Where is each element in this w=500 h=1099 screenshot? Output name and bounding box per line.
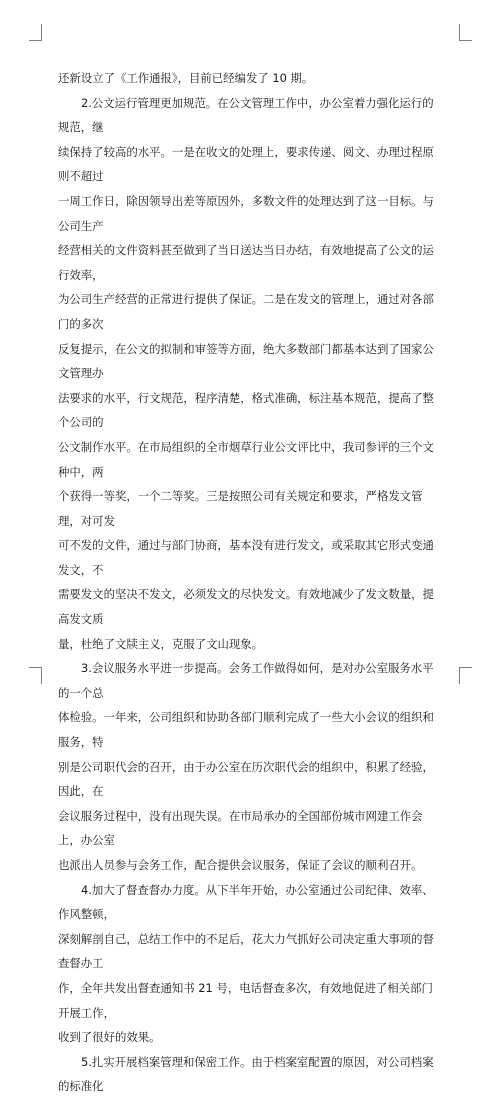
text-line: 反复提示，在公文的拟制和审签等方面，绝大多数部门都基本达到了国家公文管理办 <box>58 341 434 381</box>
text-line: 续保持了较高的水平。一是在收文的处理上，要求传递、阅文、办理过程原则不超过 <box>58 144 434 184</box>
crop-mark-top-right <box>459 24 472 41</box>
text-line: 量，杜绝了文牍主义，克服了文山现象。 <box>58 636 264 651</box>
text-line: 为公司生产经营的正常进行提供了保证。二是在发文的管理上，通过对各部门的多次 <box>58 292 434 331</box>
text-line: 还新设立了《工作通报》，目前已经编发了 10 期。 <box>58 71 314 85</box>
crop-mark-bottom-left <box>29 667 42 684</box>
crop-mark-bottom-right <box>459 667 472 684</box>
crop-mark-top-left <box>29 24 42 41</box>
document-body <box>58 66 442 1099</box>
text-line: 会议服务过程中，没有出现失误。在市局承办的全国部份城市网建工作会上，办公室 <box>58 808 423 848</box>
text-line: 体检验。一年来，公司组织和协助各部门顺利完成了一些大小会议的组织和服务，特 <box>58 710 434 750</box>
text-line: 经营相关的文件资料甚至做到了当日送达当日办结，有效地提高了公文的运行效率， <box>58 243 434 282</box>
text-line: 收到了很好的效果。 <box>58 1030 161 1045</box>
text-line: 公文制作水平。在市局组织的全市烟草行业公文评比中，我司参评的三个文种中，两 <box>58 439 434 479</box>
text-line: 也派出人员参与会务工作，配合提供会议服务，保证了会议的顺利召开。 <box>58 858 423 872</box>
text-line: 个获得一等奖，一个二等奖。三是按照公司有关规定和要求，严格发文管理，对可发 <box>58 489 423 528</box>
text-line: 作，全年共发出督查通知书 21 号，电话督查多次，有效地促进了相关部门开展工作， <box>58 980 433 1020</box>
paragraph-heading-line: 3.会议服务水平进一步提高。会务工作做得如何，是对办公室服务水平的一个总 <box>58 661 434 700</box>
text-line: 一周工作日，除因领导出差等原因外，多数文件的处理达到了这一目标。与公司生产 <box>58 193 434 233</box>
text-line: 别是公司职代会的召开，由于办公室在历次职代会的组织中，积累了经验，因此，在 <box>58 759 434 799</box>
text-line: 法要求的水平，行文规范，程序清楚，格式准确，标注基本规范，提高了整个公司的 <box>58 390 434 430</box>
text-line: 需要发文的坚决不发文，必须发文的尽快发文。有效地减少了发文数量，提高发文质 <box>58 587 434 627</box>
paragraph-heading-line: 5.扎实开展档案管理和保密工作。由于档案室配置的原因，对公司档案的标准化 <box>58 1054 434 1094</box>
text-line: 可不发的文件，通过与部门协商，基本没有进行发文，或采取其它形式变通发文，不 <box>58 538 434 577</box>
paragraph-heading-line: 2.公文运行管理更加规范。在公文管理工作中，办公室着力强化运行的规范，继 <box>58 95 434 135</box>
text-line: 深刻解剖自己，总结工作中的不足后，花大力气抓好公司决定重大事项的督查督办工 <box>58 931 434 971</box>
paragraph-heading-line: 4.加大了督查督办力度。从下半年开始，办公室通过公司纪律、效率、作风整顿， <box>58 882 434 922</box>
